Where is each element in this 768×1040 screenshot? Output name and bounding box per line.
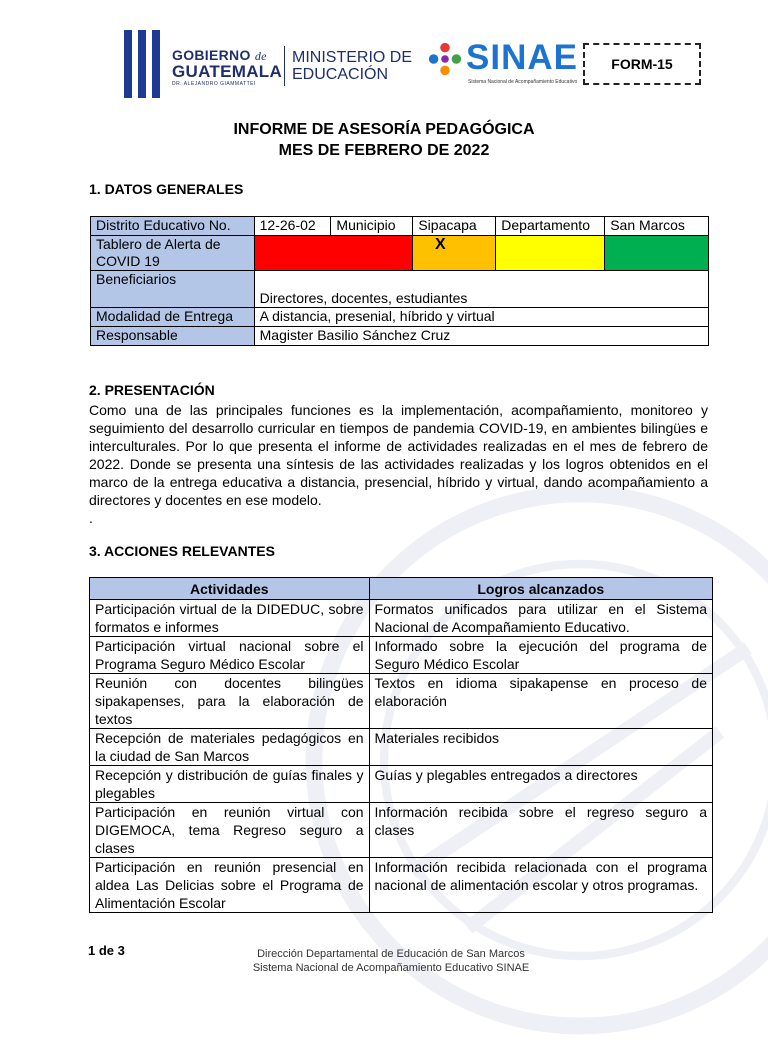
modalidad-label: Modalidad de Entrega [91, 308, 255, 327]
beneficiarios-label: Beneficiarios [91, 271, 255, 308]
acciones-table [89, 577, 713, 913]
table-row [90, 766, 713, 803]
table-row [90, 803, 713, 858]
document-subtitle: MES DE FEBRERO DE 2022 [278, 142, 490, 159]
actividad-cell: Recepción de materiales pedagógicos en la ciudad de San Marcos [90, 729, 370, 766]
sinae-logo-word: SINAE [466, 38, 578, 77]
table-row [91, 271, 709, 308]
sinae-logo-subtitle: Sistema Nacional de Acompañamiento Educativo [468, 79, 578, 85]
logro-cell: Informado sobre la ejecución del programa de Seguro Médico Escolar [369, 637, 712, 674]
form-code: FORM-15 [611, 56, 673, 72]
section-heading-acciones: 3. ACCIONES RELEVANTES [89, 543, 275, 559]
table-header-row [90, 578, 713, 600]
presentacion-paragraph: Como una de las principales funciones es la implementación, acompañamiento, monitoreo y seguimiento del desarrollo curricular en tiempos de pandemia COVID-19, en ambientes bilingües e interculturales. Por lo que presenta el informe de actividades realizadas en el mes de febrero de 2022. Donde se presenta una síntesis de las actividades realizadas y los logros obtenidos en el marco de la entrega educativa a distancia, presencial, híbrido y virtual, dando acompañamiento a directores y docentes en ese modelo. . [89, 402, 708, 526]
ministerio-logo-text: MINISTERIO DE EDUCACIÓN [292, 49, 413, 83]
tablero-label: Tablero de Alerta de COVID 19 [91, 236, 255, 271]
form-code-box [583, 43, 701, 85]
column-header-actividades: Actividades [90, 578, 370, 600]
actividad-cell: Participación virtual nacional sobre el Programa Seguro Médico Escolar [90, 637, 370, 674]
document-title: INFORME DE ASESORÍA PEDAGÓGICA [233, 121, 535, 138]
datos-generales-table [90, 216, 709, 346]
footer-line-1: Dirección Departamental de Educación de San Marcos [257, 948, 525, 960]
gobierno-logo-text: GOBIERNO de GUATEMALA DR. ALEJANDRO GIAMMATTEI [172, 47, 283, 87]
table-row [90, 637, 713, 674]
logro-cell: Formatos unificados para utilizar en el Sistema Nacional de Acompañamiento Educativo. [369, 600, 712, 637]
table-row [91, 308, 709, 327]
responsable-label: Responsable [91, 327, 255, 346]
departamento-label: Departamento [496, 217, 605, 236]
table-row [90, 674, 713, 729]
column-header-logros: Logros alcanzados [369, 578, 712, 600]
table-row [90, 729, 713, 766]
alert-red [254, 236, 413, 271]
sinae-logo-icon [426, 40, 464, 78]
modalidad-value: A distancia, presenial, híbrido y virtual [254, 308, 708, 327]
distrito-value: 12-26-02 [254, 217, 331, 236]
alert-green [605, 236, 709, 271]
alert-yellow [496, 236, 605, 271]
table-row [91, 327, 709, 346]
actividad-cell: Participación en reunión presencial en aldea Las Delicias sobre el Programa de Alimentación Escolar [90, 858, 370, 913]
section-heading-presentacion: 2. PRESENTACIÓN [89, 382, 215, 398]
alert-orange [413, 236, 496, 271]
table-row [91, 236, 709, 271]
actividad-cell: Participación en reunión virtual con DIGEMOCA, tema Regreso seguro a clases [90, 803, 370, 858]
municipio-value: Sipacapa [413, 217, 496, 236]
beneficiarios-value: Directores, docentes, estudiantes [254, 271, 708, 308]
departamento-value: San Marcos [605, 217, 709, 236]
gobierno-logo-bars [124, 30, 164, 98]
actividad-cell: Participación virtual de la DIDEDUC, sobre formatos e informes [90, 600, 370, 637]
responsable-value: Magister Basilio Sánchez Cruz [254, 327, 708, 346]
distrito-label: Distrito Educativo No. [91, 217, 255, 236]
page-number: 1 de 3 [88, 943, 125, 958]
logro-cell: Materiales recibidos [369, 729, 712, 766]
actividad-cell: Reunión con docentes bilingües sipakapenses, para la elaboración de textos [90, 674, 370, 729]
logro-cell: Información recibida sobre el regreso seguro a clases [369, 803, 712, 858]
section-heading-datos: 1. DATOS GENERALES [89, 181, 244, 197]
municipio-label: Municipio [331, 217, 413, 236]
header-divider [284, 46, 285, 86]
table-row [90, 600, 713, 637]
footer-line-2: Sistema Nacional de Acompañamiento Educativo SINAE [252, 962, 530, 974]
table-row [90, 858, 713, 913]
alert-mark: X [434, 236, 446, 253]
actividad-cell: Recepción y distribución de guías finales y plegables [90, 766, 370, 803]
table-row [91, 217, 709, 236]
logro-cell: Información recibida relacionada con el programa nacional de alimentación escolar y otros programas. [369, 858, 712, 913]
logro-cell: Textos en idioma sipakapense en proceso de elaboración [369, 674, 712, 729]
logro-cell: Guías y plegables entregados a directores [369, 766, 712, 803]
